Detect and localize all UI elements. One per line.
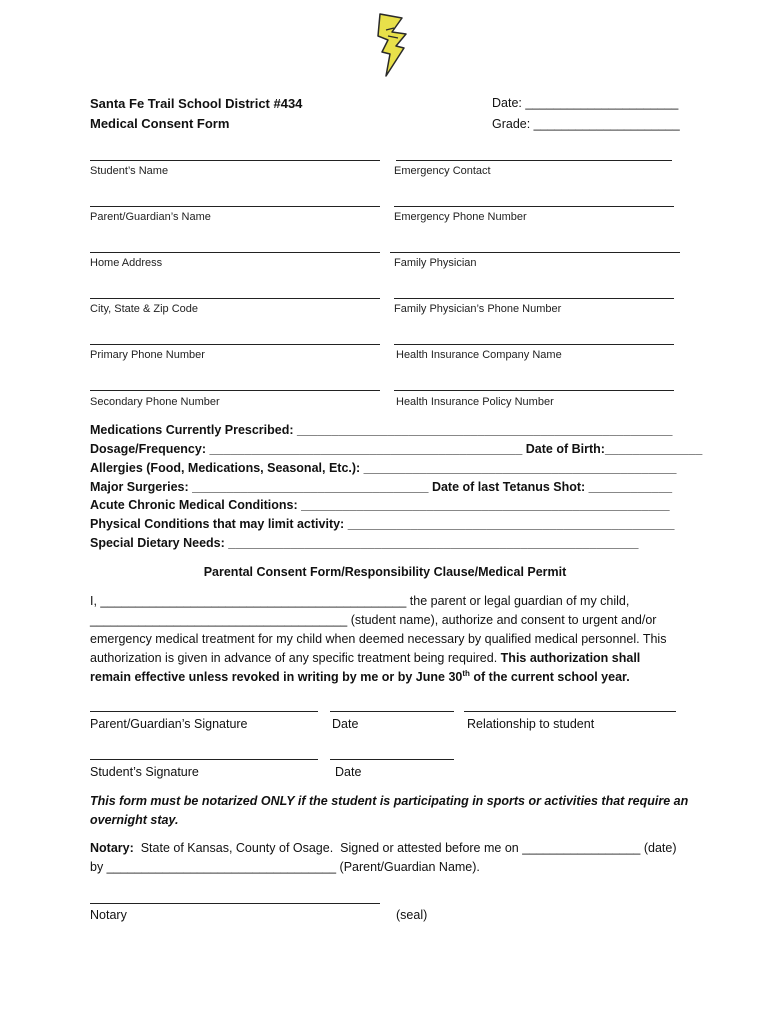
insurance-policy-label: Health Insurance Policy Number	[396, 396, 554, 408]
relationship-label: Relationship to student	[467, 717, 595, 731]
consent-line-4-text: authorization is given in advance of any specific treatment being required.	[90, 651, 501, 665]
surgeries-tetanus-field[interactable]: Major Surgeries: __________________________________ Date of last Tetanus Shot: ____________	[90, 480, 673, 494]
lightning-bolt-logo-icon	[372, 12, 418, 80]
seal-label: (seal)	[396, 908, 428, 922]
grade-field[interactable]: Grade: _____________________	[492, 117, 680, 131]
consent-line-5-end: of the current school year.	[469, 670, 630, 685]
physician-phone-label: Family Physician’s Phone Number	[394, 303, 562, 315]
notary-note-line-2: overnight stay.	[90, 813, 179, 827]
student-signature-line[interactable]	[90, 759, 318, 760]
consent-line-5-text: remain effective unless revoked in writing by me or by June 30	[90, 670, 463, 685]
emergency-phone-label: Emergency Phone Number	[394, 211, 527, 223]
physical-conditions-field[interactable]: Physical Conditions that may limit activity: _______________________________________________	[90, 517, 675, 531]
parent-signature-line[interactable]	[90, 711, 318, 712]
notary-heading: Notary:	[90, 841, 134, 855]
insurance-company-label: Health Insurance Company Name	[396, 349, 562, 361]
insurance-policy-line[interactable]	[394, 390, 674, 391]
notary-note-line-1: This form must be notarized ONLY if the student is participating in sports or activities that require an	[90, 794, 689, 808]
notary-label: Notary	[90, 908, 127, 922]
consent-line-5-sup: th	[462, 669, 470, 678]
student-signature-label: Student’s Signature	[90, 765, 199, 779]
student-name-label: Student’s Name	[90, 165, 169, 177]
relationship-line[interactable]	[464, 711, 676, 712]
consent-line-2: _____________________________________ (student name), authorize and consent to urgent and/or	[90, 613, 657, 627]
date-line-1[interactable]	[330, 711, 454, 712]
notary-signature-line[interactable]	[90, 903, 380, 904]
emergency-phone-line[interactable]	[394, 206, 674, 207]
consent-title: Parental Consent Form/Responsibility Clause/Medical Permit	[203, 565, 567, 579]
date-field[interactable]: Date: ______________________	[492, 96, 679, 110]
allergies-field[interactable]: Allergies (Food, Medications, Seasonal, Etc.): _____________________________________________	[90, 461, 677, 475]
dosage-dob-field[interactable]: Dosage/Frequency: _____________________________________________ Date of Birth:______________	[90, 442, 703, 456]
notary-line-1	[90, 841, 677, 855]
notary-line-2: by _________________________________ (Parent/Guardian Name).	[90, 860, 480, 874]
insurance-company-line[interactable]	[394, 344, 674, 345]
city-state-zip-label: City, State & Zip Code	[90, 303, 199, 315]
consent-line-1: I, ____________________________________________ the parent or legal guardian of my child,	[90, 594, 630, 608]
date-label-2: Date	[335, 765, 362, 779]
parent-name-label: Parent/Guardian’s Name	[90, 211, 211, 223]
secondary-phone-line[interactable]	[90, 390, 380, 391]
emergency-contact-label: Emergency Contact	[394, 165, 491, 177]
date-line-2[interactable]	[330, 759, 454, 760]
consent-line-3: emergency medical treatment for my child when deemed necessary by qualified medical personnel. This	[90, 632, 667, 646]
physician-phone-line[interactable]	[394, 298, 674, 299]
consent-line-4	[90, 651, 640, 665]
notary-text-1: State of Kansas, County of Osage. Signed or attested before me on _________________ (date)	[133, 841, 677, 855]
home-address-label: Home Address	[90, 257, 163, 269]
dietary-needs-field[interactable]: Special Dietary Needs: ___________________________________________________________	[90, 536, 639, 550]
medications-field[interactable]: Medications Currently Prescribed: ______________________________________________________	[90, 423, 673, 437]
parent-signature-label: Parent/Guardian’s Signature	[90, 717, 248, 731]
chronic-conditions-field[interactable]: Acute Chronic Medical Conditions: _____________________________________________________	[90, 498, 670, 512]
primary-phone-label: Primary Phone Number	[90, 349, 205, 361]
district-name: Santa Fe Trail School District #434	[90, 96, 303, 111]
consent-line-5	[90, 669, 630, 684]
secondary-phone-label: Secondary Phone Number	[90, 396, 220, 408]
emergency-contact-line[interactable]	[396, 160, 672, 161]
date-label-1: Date	[332, 717, 359, 731]
family-physician-line[interactable]	[390, 252, 680, 253]
form-title: Medical Consent Form	[90, 116, 230, 131]
parent-name-line[interactable]	[90, 206, 380, 207]
family-physician-label: Family Physician	[394, 257, 477, 269]
primary-phone-line[interactable]	[90, 344, 380, 345]
student-name-line[interactable]	[90, 160, 380, 161]
home-address-line[interactable]	[90, 252, 380, 253]
city-state-zip-line[interactable]	[90, 298, 380, 299]
consent-line-4-bold: This authorization shall	[500, 651, 641, 665]
